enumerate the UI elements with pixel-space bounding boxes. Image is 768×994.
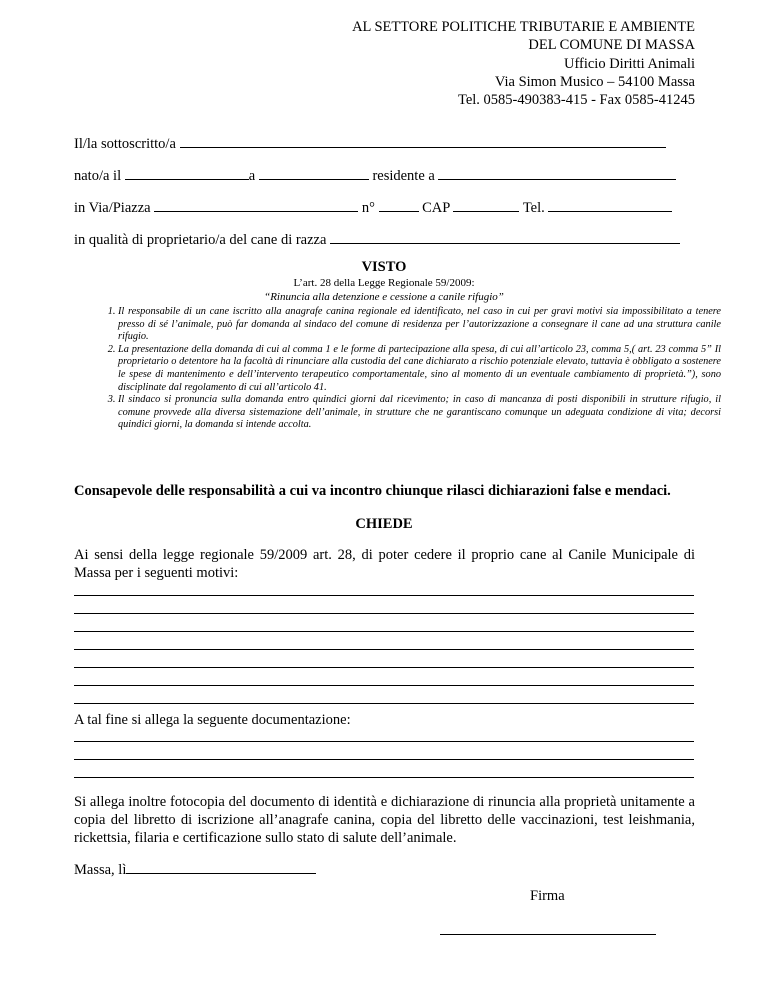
firma-label: Firma [530, 888, 565, 904]
razza-row [74, 230, 695, 249]
allegati-text: Si allega inoltre fotocopia del documento di identità e dichiarazione di rinuncia alla proprietà unitamente a copia del libretto di iscrizione all’anagrafe canina, copia del libretto delle vaccinazioni, test leishmania, rickettsia, filaria e certificazione sullo stato di salute dell’animale. [74, 794, 695, 846]
street-number-field[interactable] [379, 198, 419, 212]
indirizzo-row [74, 198, 695, 217]
documentazione-text: A tal fine si allega la seguente documentazione: [74, 712, 351, 728]
birth-place-label: a [248, 168, 256, 184]
recipient-line-5: Tel. 0585-490383-415 - Fax 0585-41245 [458, 92, 695, 109]
numero-label: n° [361, 200, 375, 216]
recipient-line-3: Ufficio Diritti Animali [563, 55, 695, 72]
documentazione-line[interactable] [74, 777, 694, 778]
sottoscritto-label: Il/la sottoscritto/a [74, 136, 176, 152]
luogo-data-row [74, 860, 695, 879]
motivi-line[interactable] [74, 631, 694, 632]
residente-label: residente a [372, 168, 435, 184]
motivi-line[interactable] [74, 595, 694, 596]
recipient-line-1: AL SETTORE POLITICHE TRIBUTARIE E AMBIENTE [352, 19, 695, 35]
documentazione-line[interactable] [74, 741, 694, 742]
nascita-row [74, 166, 695, 185]
law-article-item: 2. La presentazione della domanda di cui al comma 1 e le forme di partecipazione alla spesa, di cui all’articolo 23, comma 5,( art. 23 comma 5” Il proprietario o detentore ha la facoltà di rinunciare alla custodia del cane dichiarato a rischio potenziale elevato, tuttavia è obbligato a sostenere le spese di mantenimento e dell’intervento terapeutico comportamentale, sino al momento di un eventuale cambiamento di proprietà.”), sono disciplinate dal regolamento di cui all’articolo 41. [118, 344, 721, 394]
motivi-text: Ai sensi della legge regionale 59/2009 art. 28, di poter cedere il proprio cane al Canile Municipale di Massa per i seguenti motivi: [74, 547, 695, 581]
qualita-label: in qualità di proprietario/a del cane di razza [74, 232, 327, 248]
visto-subtitle-title: “Rinuncia alla detenzione e cessione a canile rifugio” [264, 291, 504, 303]
consapevole-statement: Consapevole delle responsabilità a cui va incontro chiunque rilasci dichiarazioni false e mendaci. [74, 483, 671, 499]
motivi-line[interactable] [74, 649, 694, 650]
law-article-item: 3. Il sindaco si pronuncia sulla domanda entro quindici giorni dal ricevimento; in caso di mancanza di posti disponibili in strutture rifugio, il comune provvede alla diversa sistemazione dell’animale, in strutture che ne garantiscano comunque un adeguata condizione di vita; decorsi quindici giorni, la domanda si intende accolta. [118, 394, 721, 432]
via-label: in Via/Piazza [74, 200, 151, 216]
luogo-label: Massa, lì [74, 862, 127, 878]
nato-label: nato/a il [74, 168, 122, 184]
motivi-line[interactable] [74, 613, 694, 614]
sottoscritto-field[interactable] [180, 134, 666, 148]
motivi-line[interactable] [74, 667, 694, 668]
tel-label: Tel. [522, 200, 545, 216]
phone-field[interactable] [548, 198, 672, 212]
law-article-list [90, 306, 721, 432]
recipient-address [352, 18, 695, 109]
documentazione-line[interactable] [74, 759, 694, 760]
street-field[interactable] [154, 198, 358, 212]
recipient-line-4: Via Simon Musico – 54100 Massa [494, 73, 695, 90]
cap-field[interactable] [453, 198, 519, 212]
birth-date-field[interactable] [125, 166, 249, 180]
motivi-line[interactable] [74, 685, 694, 686]
visto-heading: VISTO [361, 259, 407, 275]
chiede-heading: CHIEDE [355, 516, 413, 532]
visto-subtitle-article: L’art. 28 della Legge Regionale 59/2009: [293, 277, 475, 289]
law-article-item: 1. Il responsabile di un cane iscritto alla anagrafe canina regionale ed identificato, nel caso in cui per gravi motivi sia impossibilitato a tenere presso di sé l’animale, può far domanda al sindaco del comune di residenza per l’autorizzazione a consegnare il cane ad una struttura canile rifugio. [118, 306, 721, 344]
signature-line[interactable] [440, 934, 656, 935]
date-field[interactable] [126, 860, 316, 874]
recipient-line-2: DEL COMUNE DI MASSA [528, 37, 695, 54]
sottoscritto-row [74, 134, 695, 153]
motivi-line[interactable] [74, 703, 694, 704]
residence-field[interactable] [438, 166, 676, 180]
cap-label: CAP [422, 200, 450, 216]
birth-place-field[interactable] [259, 166, 369, 180]
breed-field[interactable] [330, 230, 680, 244]
